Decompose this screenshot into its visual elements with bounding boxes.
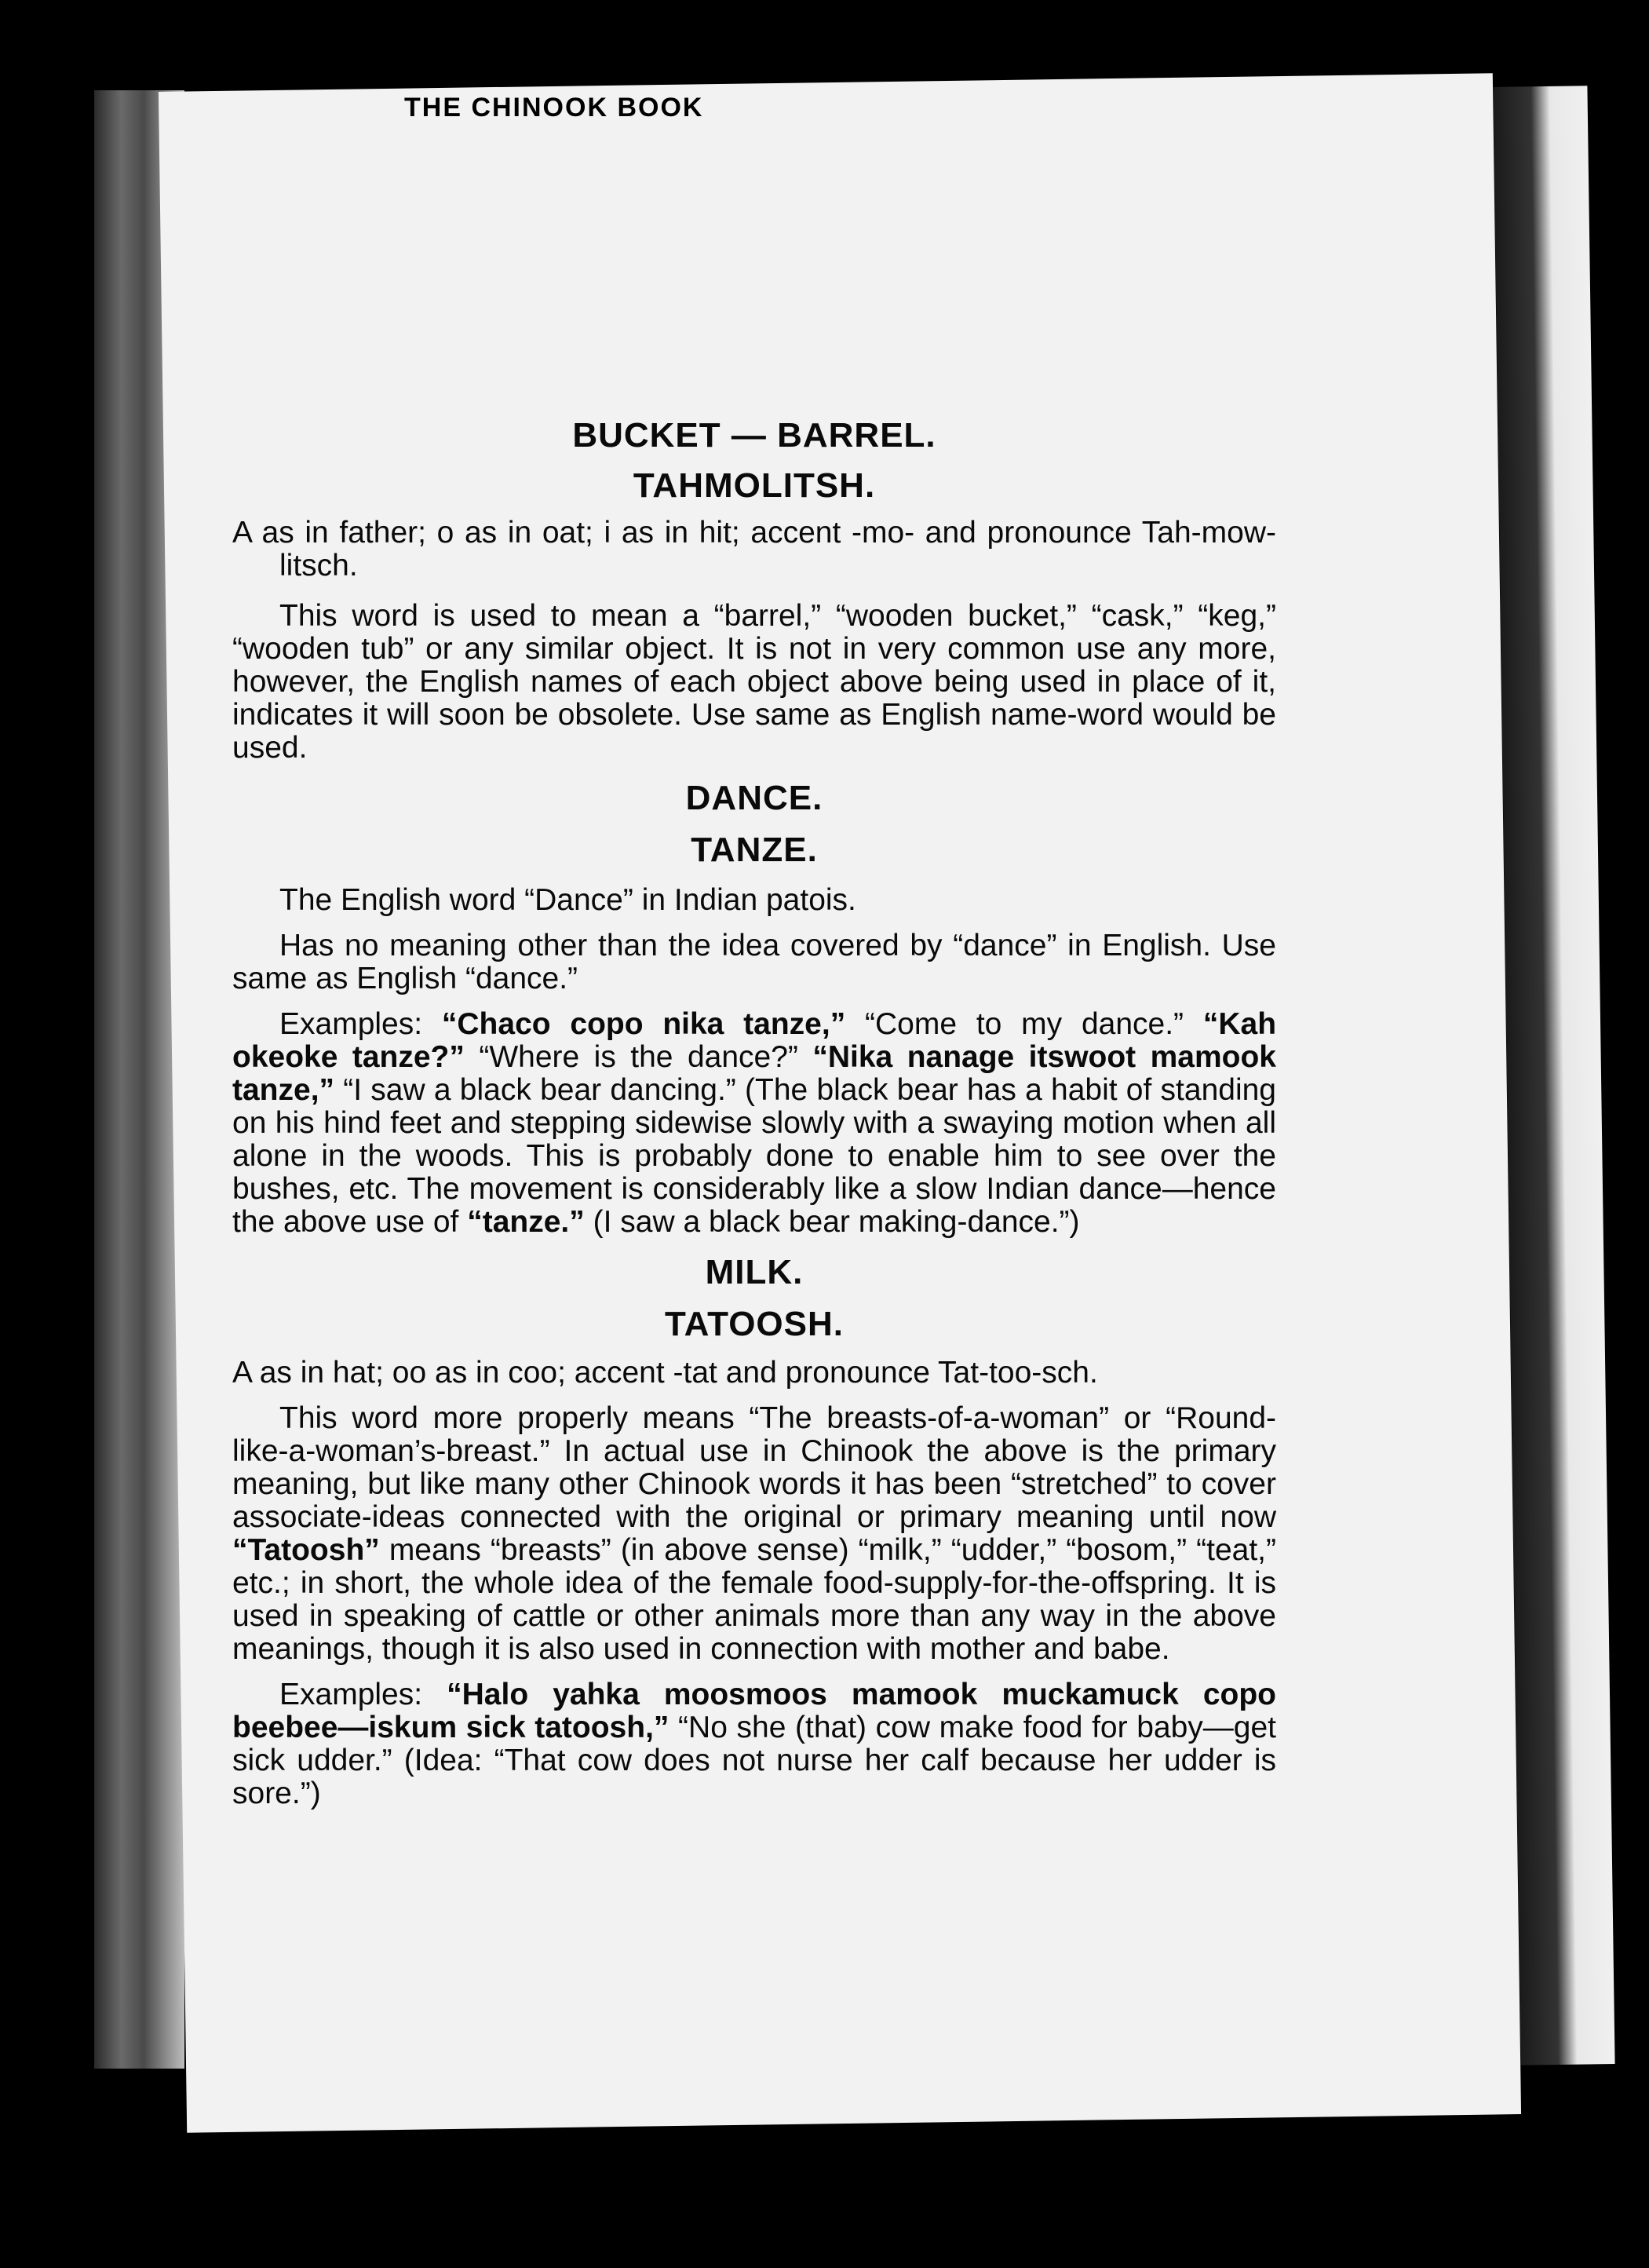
entry-heading: BUCKET — BARREL. [572, 416, 936, 455]
page-header [0, 0, 1107, 133]
example-translation: “Come to my dance.” [865, 1007, 1184, 1041]
examples-label: Examples: [279, 1007, 423, 1041]
entry-body-text: This word more properly means “The breasts-of-a-woman” or “Round-like-a-woman’s-breast.” In actual use in Chinook the above is the primary meaning, but like many other Chinook words it has been “stretched” to cover associate-ideas connected with the original or primary meaning until now [232, 1401, 1276, 1534]
entry-body [232, 600, 1276, 765]
entry-pronunciation: A as in hat; oo as in coo; accent -tat and pronounce Tat-too-sch. [232, 1356, 1098, 1390]
running-head: THE CHINOOK BOOK [404, 93, 704, 122]
entry-body-text: means “breasts” (in above sense) “milk,” “udder,” “bosom,” “teat,” etc.; in short, the whole idea of the female food-supply-for-the-offspring. It is used in speaking of cattle or other animals more than any way in the above meanings, though it is also used in connection with mother and babe. [232, 1533, 1276, 1666]
entry-chinook-word: TANZE. [691, 831, 818, 869]
entry-dance [232, 779, 1276, 1239]
entry-heading: MILK. [705, 1253, 804, 1291]
example-note-word: “tanze.” [467, 1205, 585, 1239]
example-chinook: “Chaco copo nika tanze,” [441, 1007, 846, 1041]
entry-body-word: “Tatoosh” [232, 1533, 380, 1567]
entry-heading: DANCE. [685, 779, 823, 817]
entry-pronunciation: A as in father; o as in oat; i as in hit; accent -mo- and pronounce Tah-mow-litsch. [232, 516, 1276, 583]
page-number: 98 [8, 100, 40, 133]
entry-paragraph: Has no meaning other than the idea covered by “dance” in English. Use same as English “dance.” [232, 929, 1276, 995]
entry-milk [232, 1253, 1276, 1810]
entry-body [232, 1402, 1276, 1666]
entry-chinook-word: TATOOSH. [665, 1305, 844, 1343]
examples-label: Examples: [279, 1678, 423, 1711]
example-chinook: “Kah okeoke tanze?” [232, 1007, 1277, 1074]
entry-examples [232, 1008, 1276, 1239]
entry-examples [232, 1678, 1276, 1810]
entry-chinook-word: TAHMOLITSH. [633, 466, 876, 505]
page-body [232, 416, 1276, 1810]
entry-paragraph: The English word “Dance” in Indian patois. [279, 883, 856, 917]
entry-body-text: This word is used to mean a “barrel,” “wooden bucket,” “cask,” “keg,” “wooden tub” or any similar object. It is not in very common use any more, however, the English names of each object above being used in place of it, indicates it will soon be obsolete. Use same as English name-word would be used. [232, 599, 1276, 765]
example-chinook: “Nika nanage itswoot mamook tanze,” [232, 1040, 1276, 1107]
example-note-end: (I saw a black bear making-dance.”) [593, 1205, 1080, 1239]
example-chinook: “Halo yahka moosmoos mamook muckamuck copo beebee—iskum sick tatoosh,” [232, 1678, 1276, 1744]
example-translation: “Where is the dance?” [479, 1040, 798, 1074]
entry-bucket [232, 416, 1276, 765]
example-translation: “No she (that) cow make food for baby—get sick udder.” (Idea: “That cow does not nurse her calf because her udder is sore.”) [232, 1711, 1277, 1810]
example-note: (The black bear has a habit of standing on his hind feet and stepping sidewise slowly with a swaying motion when all alone in the woods. This is probably done to enable him to see over the bushes, etc. The movement is considerably like a slow Indian dance—hence the above use of [232, 1073, 1276, 1239]
example-translation: “I saw a black bear dancing.” [343, 1073, 736, 1107]
